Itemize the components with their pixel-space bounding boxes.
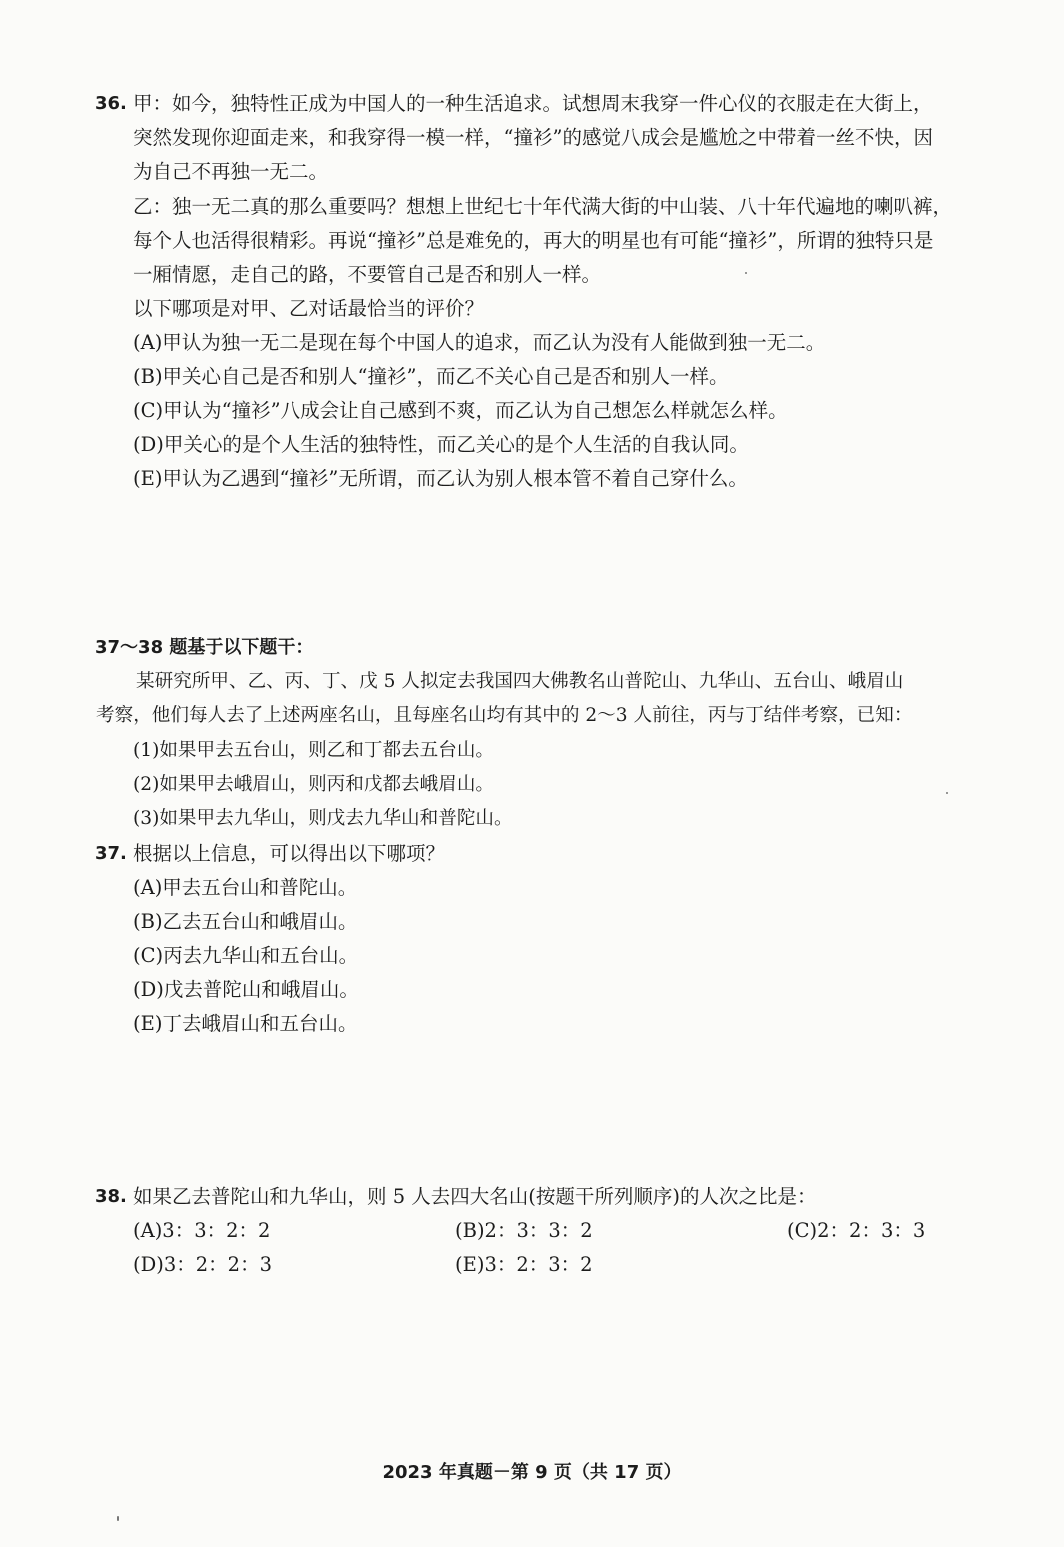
- q36-option-d: (D)甲关心的是个人生活的独特性，而乙关心的是个人生活的自我认同。: [133, 433, 749, 456]
- question-38-number: 38.: [95, 1186, 127, 1207]
- q36-dialogue-line: 突然发现你迎面走来，和我穿得一模一样，“撞衫”的感觉八成会是尴尬之中带着一丝不快，因: [133, 126, 933, 149]
- stem-condition-2: (2)如果甲去峨眉山，则丙和戊都去峨眉山。: [133, 774, 495, 795]
- q36-option-c: (C)甲认为“撞衫”八成会让自己感到不爽，而乙认为自己想怎么样就怎么样。: [133, 399, 788, 422]
- question-37-number: 37.: [95, 843, 127, 864]
- scan-speck: [745, 272, 747, 274]
- q36-dialogue-line: 乙：独一无二真的那么重要吗？想想上世纪七十年代满大街的中山装、八十年代遍地的喇叭裤，: [133, 195, 953, 218]
- q38-option-a: (A)3：3：2：2: [133, 1219, 271, 1242]
- q36-dialogue-line: 甲：如今，独特性正成为中国人的一种生活追求。试想周末我穿一件心仪的衣服走在大街上，: [133, 92, 933, 115]
- stem-condition-1: (1)如果甲去五台山，则乙和丁都去五台山。: [133, 740, 495, 761]
- page-footer: 2023 年真题－第 9 页（共 17 页）: [382, 1462, 682, 1483]
- q36-dialogue-line: 一厢情愿，走自己的路，不要管自己是否和别人一样。: [133, 263, 602, 286]
- question-36-number: 36.: [95, 93, 127, 114]
- q36-option-b: (B)甲关心自己是否和别人“撞衫”，而乙不关心自己是否和别人一样。: [133, 365, 729, 388]
- q37-option-d: (D)戊去普陀山和峨眉山。: [133, 978, 359, 1001]
- stem-line: 某研究所甲、乙、丙、丁、戊 5 人拟定去我国四大佛教名山普陀山、九华山、五台山、峨眉山: [136, 671, 904, 692]
- q36-dialogue-line: 每个人也活得很精彩。再说“撞衫”总是难免的，再大的明星也有可能“撞衫”，所谓的独特只是: [133, 229, 934, 252]
- q37-option-b: (B)乙去五台山和峨眉山。: [133, 910, 358, 933]
- q37-option-a: (A)甲去五台山和普陀山。: [133, 876, 358, 899]
- stem-condition-3: (3)如果甲去九华山，则戊去九华山和普陀山。: [133, 808, 513, 829]
- q38-option-c: (C)2：2：3：3: [787, 1219, 926, 1242]
- stem-heading: 37～38 题基于以下题干：: [95, 637, 314, 658]
- scan-speck: [946, 792, 948, 794]
- q36-option-a: (A)甲认为独一无二是现在每个中国人的追求，而乙认为没有人能做到独一无二。: [133, 331, 826, 354]
- q36-option-e: (E)甲认为乙遇到“撞衫”无所谓，而乙认为别人根本管不着自己穿什么。: [133, 467, 748, 490]
- q38-option-e: (E)3：2：3：2: [455, 1253, 593, 1276]
- q38-question: 如果乙去普陀山和九华山，则 5 人去四大名山(按题干所列顺序)的人次之比是：: [133, 1185, 817, 1208]
- q37-question: 根据以上信息，可以得出以下哪项？: [133, 842, 446, 865]
- q36-dialogue-line: 为自己不再独一无二。: [133, 160, 329, 183]
- q38-option-b: (B)2：3：3：2: [455, 1219, 593, 1242]
- q37-option-e: (E)丁去峨眉山和五台山。: [133, 1012, 358, 1035]
- q36-question: 以下哪项是对甲、乙对话最恰当的评价？: [133, 297, 485, 320]
- q38-option-d: (D)3：2：2：3: [133, 1253, 272, 1276]
- scan-speck: [117, 1516, 119, 1521]
- stem-line: 考察，他们每人去了上述两座名山，且每座名山均有其中的 2～3 人前往，丙与丁结伴考察，已知：: [96, 705, 913, 726]
- q37-option-c: (C)丙去九华山和五台山。: [133, 944, 359, 967]
